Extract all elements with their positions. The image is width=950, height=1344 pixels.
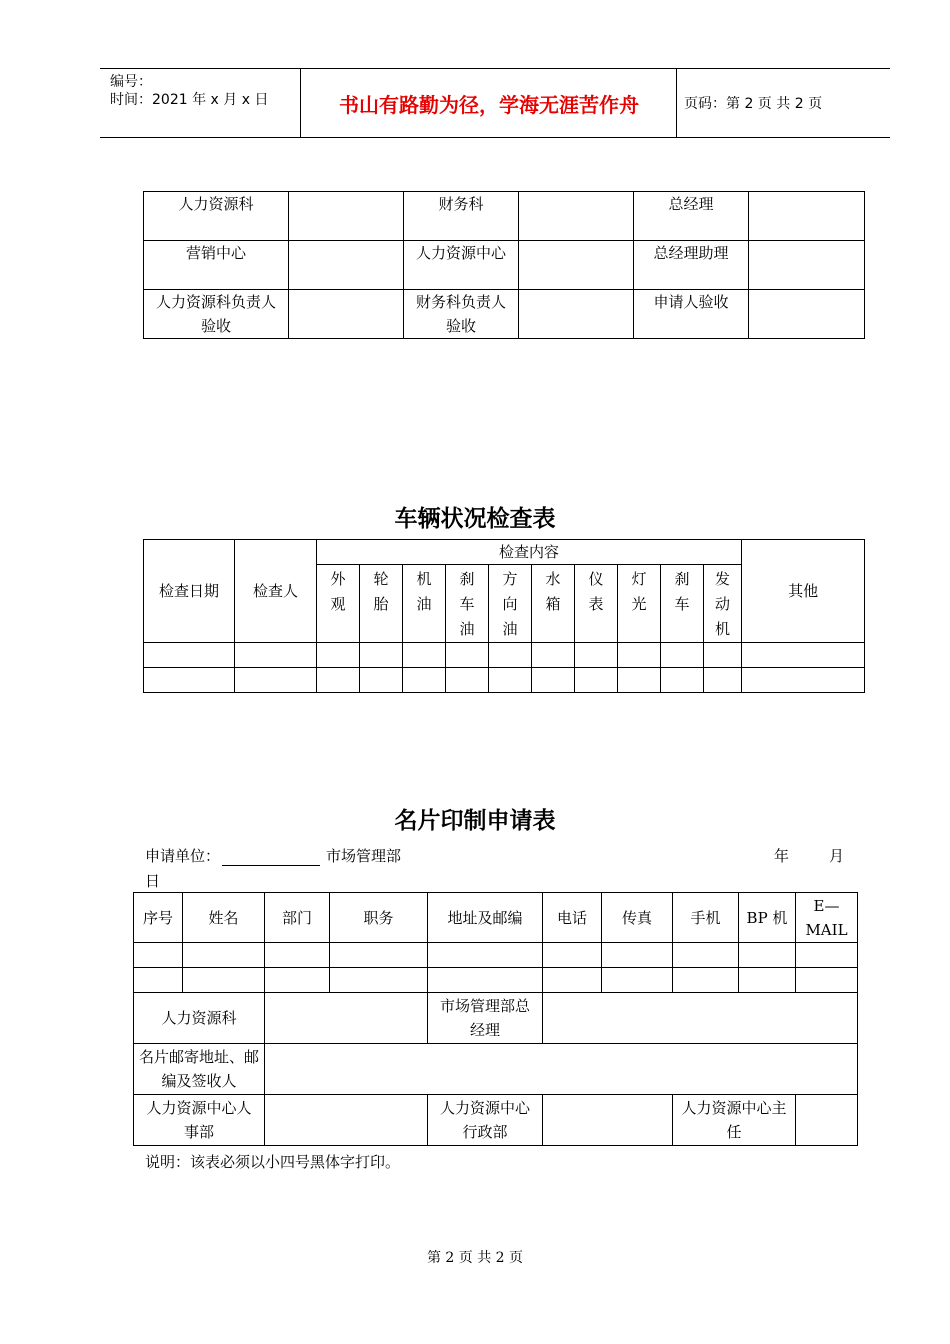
- header-meta: [110, 73, 268, 109]
- signature-cell[interactable]: [519, 192, 634, 241]
- market-manager-label: 市场管理部总经理: [428, 993, 543, 1044]
- table-cell[interactable]: [618, 643, 661, 668]
- table-cell[interactable]: [739, 943, 796, 968]
- table-cell[interactable]: [618, 668, 661, 693]
- document-time-label: 时间：2021 年 x 月 x 日: [110, 92, 269, 108]
- page-footer: 第 2 页 共 2 页: [426, 1250, 524, 1266]
- item-header: 仪 表: [575, 565, 618, 643]
- applicant-unit-label: 申请单位：: [145, 847, 221, 865]
- signature-cell[interactable]: [519, 290, 634, 339]
- table-cell[interactable]: [704, 643, 742, 668]
- item-header: 刹 车: [661, 565, 704, 643]
- table-cell[interactable]: [446, 643, 489, 668]
- table-cell[interactable]: [532, 668, 575, 693]
- approval-label-cell: 营销中心: [144, 241, 289, 290]
- approval-label-cell: 人力资源科负责人验收: [144, 290, 289, 339]
- header-page-number: 页码：第 2 页 共 2 页: [684, 96, 823, 112]
- table-cell[interactable]: [265, 943, 330, 968]
- signature-cell[interactable]: [289, 192, 404, 241]
- document-number-label: 编号：: [110, 74, 152, 90]
- table-cell[interactable]: [796, 968, 858, 993]
- table-cell[interactable]: [265, 968, 330, 993]
- table-cell[interactable]: [742, 643, 865, 668]
- signature-cell[interactable]: [749, 290, 865, 339]
- signature-cell[interactable]: [265, 1095, 428, 1146]
- table-row: [134, 1095, 858, 1146]
- table-cell[interactable]: [796, 943, 858, 968]
- item-header: 机 油: [403, 565, 446, 643]
- column-header: 姓名: [183, 893, 265, 943]
- item-header: 轮 胎: [360, 565, 403, 643]
- table-row: [144, 668, 865, 693]
- table-row: [134, 1044, 858, 1095]
- table-cell[interactable]: [360, 643, 403, 668]
- card-request-table: [133, 892, 858, 1146]
- applicant-unit-line: [145, 845, 401, 866]
- column-header: 职务: [330, 893, 428, 943]
- table-row: [134, 993, 858, 1044]
- item-header: 灯 光: [618, 565, 661, 643]
- date-header: 检查日期: [144, 540, 235, 643]
- approval-table: [143, 191, 865, 339]
- approval-label-cell: 人力资源中心: [404, 241, 519, 290]
- column-header: 部门: [265, 893, 330, 943]
- table-cell[interactable]: [428, 943, 543, 968]
- date-day-label: 日: [145, 872, 161, 890]
- table-cell[interactable]: [704, 668, 742, 693]
- item-header: 方 向 油: [489, 565, 532, 643]
- form-note: 说明：该表必须以小四号黑体字打印。: [145, 1153, 401, 1171]
- item-header: 刹 车 油: [446, 565, 489, 643]
- table-header-row: [134, 893, 858, 943]
- item-header: 发 动 机: [704, 565, 742, 643]
- date-year-label: 年: [774, 847, 790, 865]
- table-cell[interactable]: [134, 968, 183, 993]
- table-cell[interactable]: [673, 968, 739, 993]
- applicant-unit-value: 市场管理部: [326, 847, 402, 865]
- table-cell[interactable]: [235, 668, 317, 693]
- table-row: [144, 290, 865, 339]
- inspection-content-header: 检查内容: [317, 540, 742, 565]
- table-cell[interactable]: [403, 643, 446, 668]
- table-cell[interactable]: [317, 668, 360, 693]
- table-cell[interactable]: [235, 643, 317, 668]
- approval-label-cell: 申请人验收: [634, 290, 749, 339]
- mailing-address-label: 名片邮寄地址、邮编及签收人: [134, 1044, 265, 1095]
- table-cell[interactable]: [575, 668, 618, 693]
- table-cell[interactable]: [602, 943, 673, 968]
- hr-admin-label: 人力资源中心行政部: [428, 1095, 543, 1146]
- approval-label-cell: 总经理: [634, 192, 749, 241]
- table-cell[interactable]: [543, 968, 602, 993]
- table-cell[interactable]: [543, 943, 602, 968]
- table-row: [134, 968, 858, 993]
- table-cell[interactable]: [317, 643, 360, 668]
- table-cell[interactable]: [403, 668, 446, 693]
- table-cell[interactable]: [661, 643, 704, 668]
- approval-label-cell: 财务科负责人验收: [404, 290, 519, 339]
- vehicle-inspection-table: [143, 539, 865, 693]
- page-header: [100, 68, 890, 138]
- signature-cell[interactable]: [543, 993, 858, 1044]
- date-month-label: 月: [829, 847, 845, 865]
- table-cell[interactable]: [489, 643, 532, 668]
- table-cell[interactable]: [602, 968, 673, 993]
- column-header: BP 机: [739, 893, 796, 943]
- table-header-row: [144, 540, 865, 565]
- table-row: [144, 643, 865, 668]
- table-cell[interactable]: [742, 668, 865, 693]
- approval-label-cell: 财务科: [404, 192, 519, 241]
- header-motto: 书山有路勤为径，学海无涯苦作舟: [339, 92, 639, 117]
- mailing-address-field[interactable]: [265, 1044, 858, 1095]
- table-cell[interactable]: [183, 968, 265, 993]
- item-header: 外 观: [317, 565, 360, 643]
- table-cell[interactable]: [330, 943, 428, 968]
- column-header: 序号: [134, 893, 183, 943]
- item-header: 水 箱: [532, 565, 575, 643]
- signature-cell[interactable]: [519, 241, 634, 290]
- table-row: [144, 241, 865, 290]
- card-form-title: 名片印制申请表: [394, 808, 556, 834]
- signature-cell[interactable]: [543, 1095, 673, 1146]
- table-cell[interactable]: [134, 943, 183, 968]
- signature-cell[interactable]: [289, 290, 404, 339]
- other-header: 其他: [742, 540, 865, 643]
- hr-section-label: 人力资源科: [134, 993, 265, 1044]
- applicant-unit-blank[interactable]: [222, 848, 320, 866]
- table-cell[interactable]: [673, 943, 739, 968]
- column-header: 传真: [602, 893, 673, 943]
- inspector-header: 检查人: [235, 540, 317, 643]
- signature-cell[interactable]: [749, 192, 865, 241]
- signature-cell[interactable]: [749, 241, 865, 290]
- table-cell[interactable]: [661, 668, 704, 693]
- table-cell[interactable]: [360, 668, 403, 693]
- vehicle-form-title: 车辆状况检查表: [394, 506, 556, 532]
- approval-label-cell: 总经理助理: [634, 241, 749, 290]
- table-cell[interactable]: [183, 943, 265, 968]
- table-cell[interactable]: [739, 968, 796, 993]
- table-cell[interactable]: [330, 968, 428, 993]
- signature-cell[interactable]: [289, 241, 404, 290]
- table-cell[interactable]: [428, 968, 543, 993]
- table-cell[interactable]: [575, 643, 618, 668]
- table-cell[interactable]: [446, 668, 489, 693]
- table-cell[interactable]: [489, 668, 532, 693]
- table-cell[interactable]: [144, 643, 235, 668]
- signature-cell[interactable]: [265, 993, 428, 1044]
- signature-cell[interactable]: [796, 1095, 858, 1146]
- header-divider: [300, 69, 301, 137]
- table-row: [144, 192, 865, 241]
- column-header: 地址及邮编: [428, 893, 543, 943]
- column-header: 电话: [543, 893, 602, 943]
- hr-personnel-label: 人力资源中心人事部: [134, 1095, 265, 1146]
- column-header: 手机: [673, 893, 739, 943]
- column-header: E—MAIL: [796, 893, 858, 943]
- table-row: [134, 943, 858, 968]
- table-cell[interactable]: [532, 643, 575, 668]
- approval-label-cell: 人力资源科: [144, 192, 289, 241]
- hr-director-label: 人力资源中心主任: [673, 1095, 796, 1146]
- table-cell[interactable]: [144, 668, 235, 693]
- header-divider: [676, 69, 677, 137]
